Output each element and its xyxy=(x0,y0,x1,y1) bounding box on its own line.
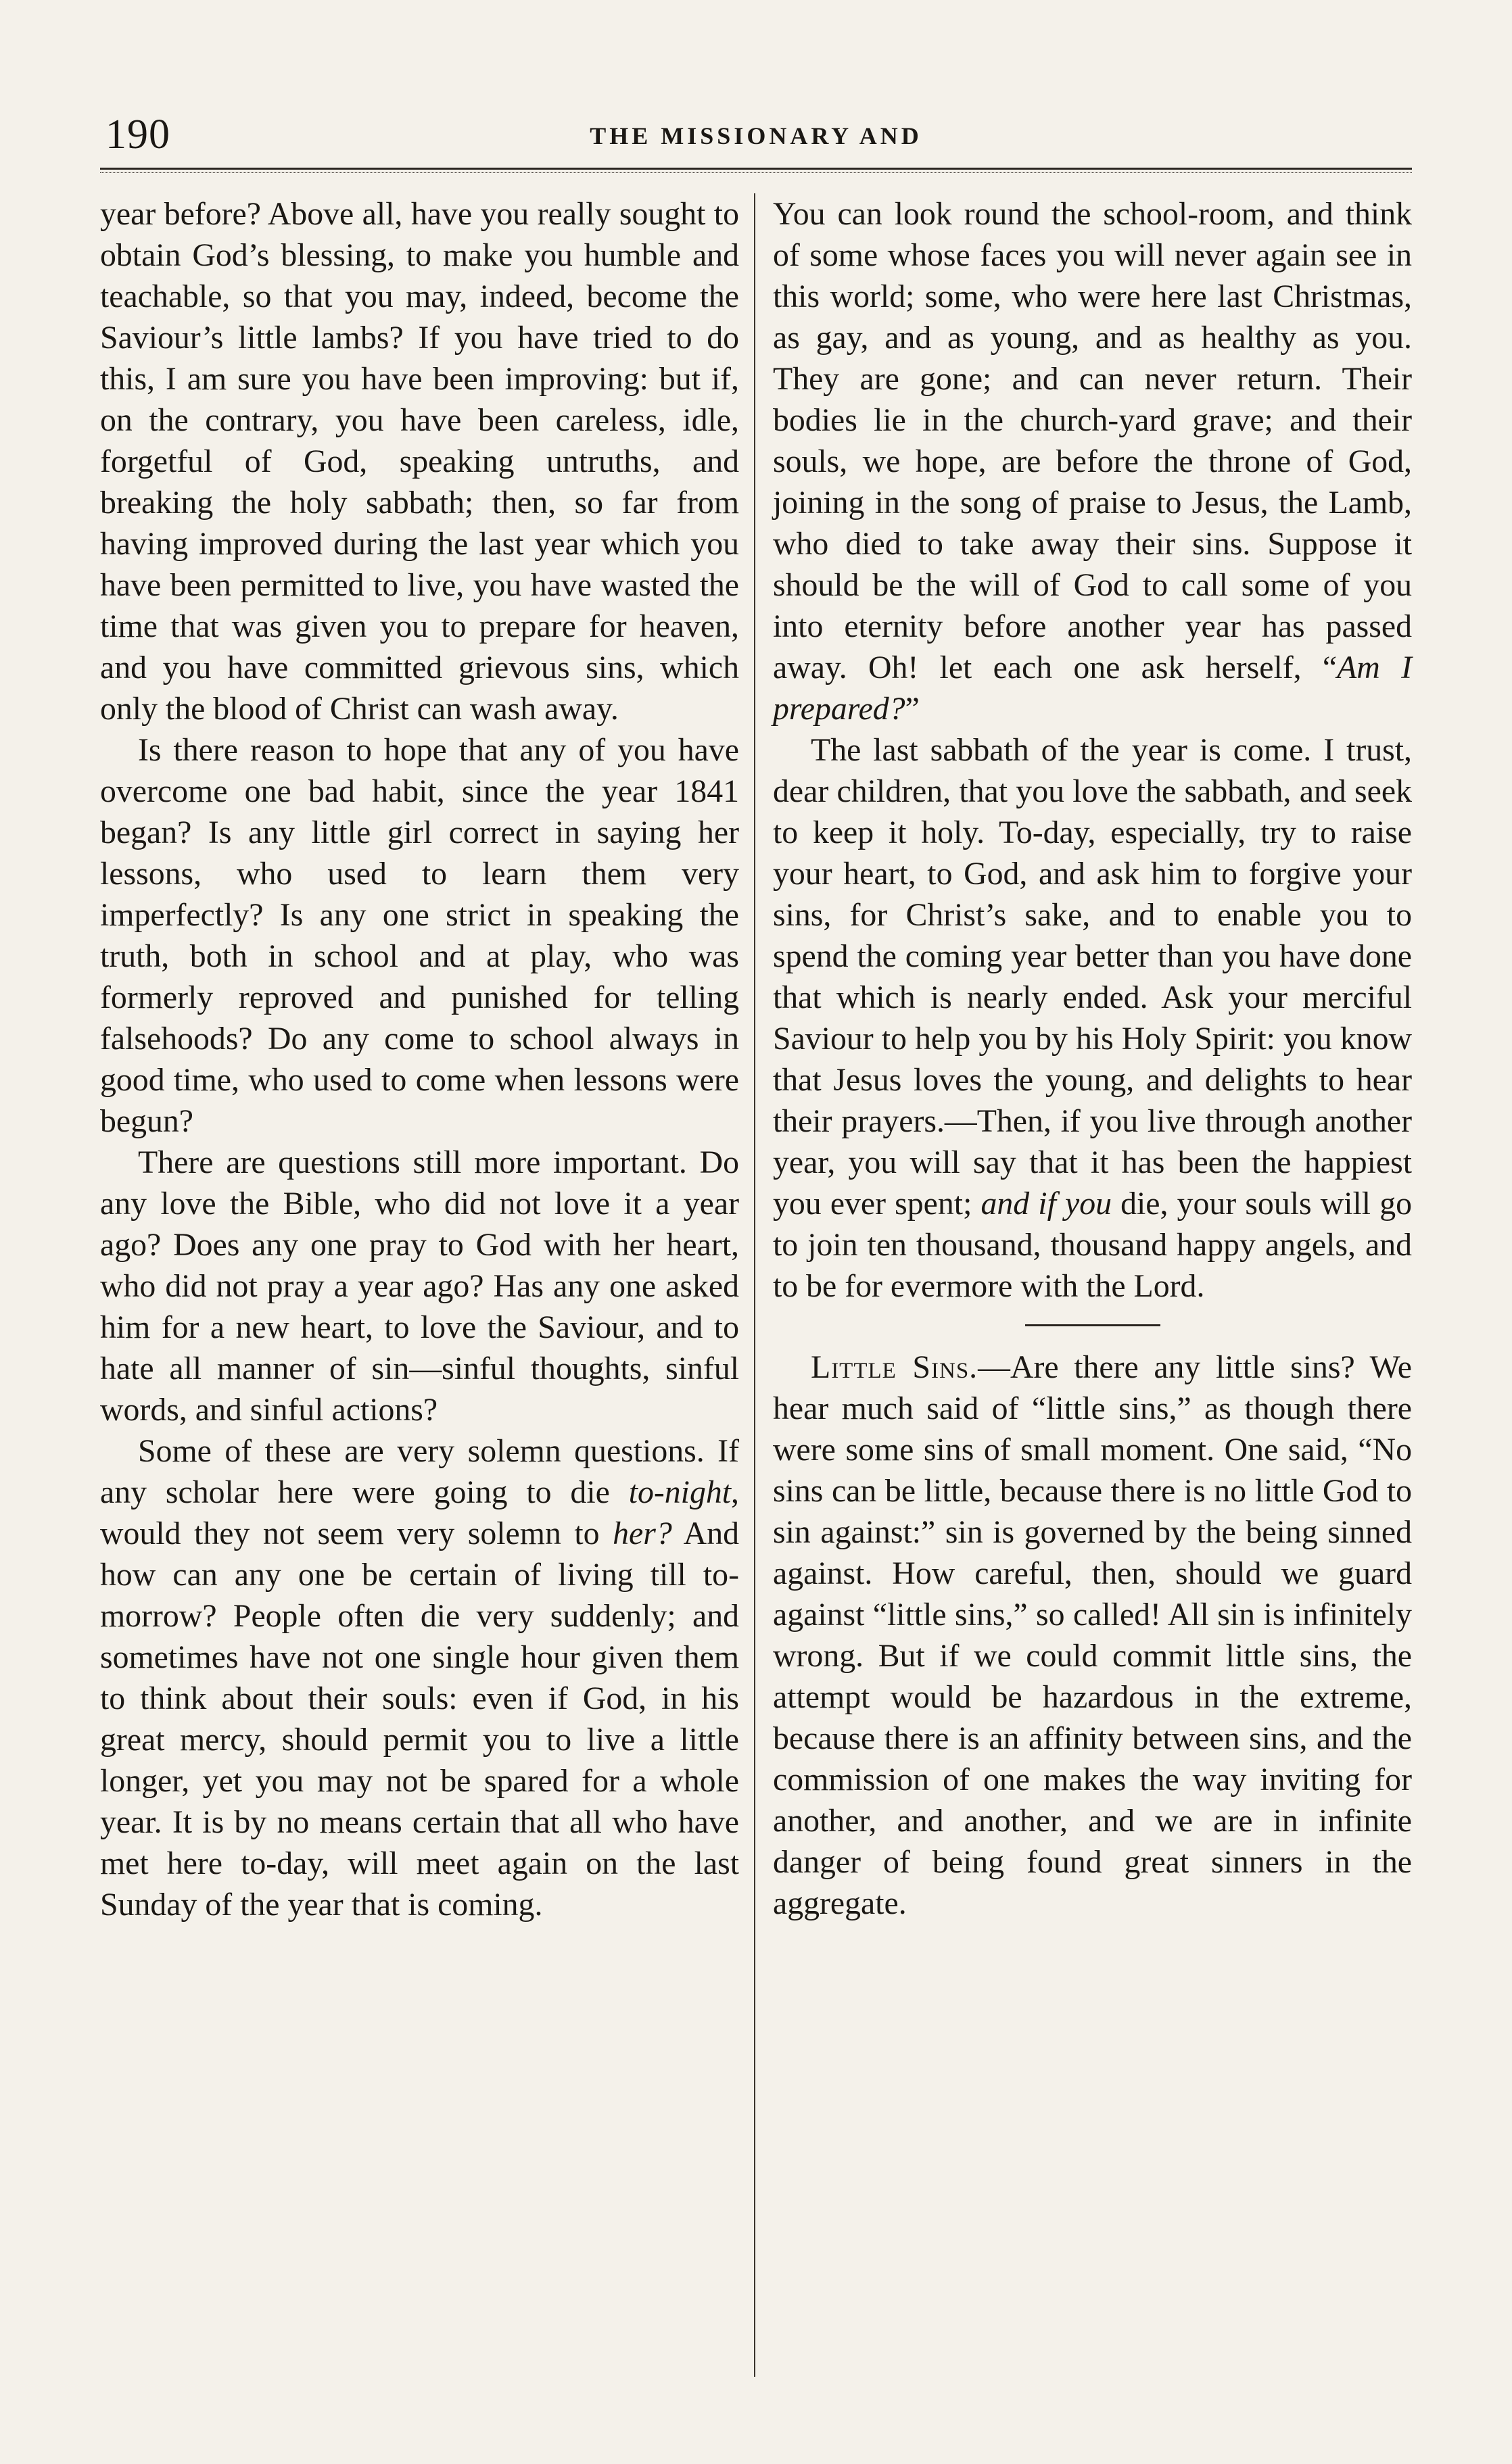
book-page xyxy=(100,112,1412,2371)
right-p1-emphasis: Am I prepared? xyxy=(773,650,1412,727)
left-p4-text-b: , would they not seem very solemn to xyxy=(100,1474,739,1551)
right-column xyxy=(773,193,1412,1924)
little-sins-text: —Are there any little sins? We hear much said of “little sins,” as though there were some sins of small moment. One said, “No sins can be little, because there is no little God to sin against:” sin is governed by the being sinned against. How careful, then, should we guard against “little sins,” so called! All sin is infinitely wrong. But if we could commit little sins, the attempt would be hazardous in the extreme, because there is an affinity between sins, and the commission of one makes the way inviting for another, and another, and we are in infinite danger of being found great sinners in the aggregate. xyxy=(773,1349,1412,1921)
right-p1-text-b: ” xyxy=(905,691,920,727)
right-p2-emphasis: and if you xyxy=(981,1186,1112,1222)
right-p2-text-b: die, your souls will go to join ten thousand, thousand happy angels, and to be for evermore with the Lord. xyxy=(773,1186,1412,1304)
running-head: THE MISSIONARY AND xyxy=(590,122,922,149)
left-p4-text-c: And how can any one be certain of living till to-morrow? People often die very suddenly; and sometimes have not one single hour given them to think about their souls: even if God, in his great mercy, should permit you to live a little longer, yet you may not be spared for a whole year. It is by no means certain that all who have met here to-day, will meet again on the last Sunday of the year that is coming. xyxy=(100,1516,739,1923)
section-divider xyxy=(1025,1324,1160,1326)
left-paragraph-3: There are questions still more important. Do any love the Bible, who did not love it a year ago? Does any one pray to God with her heart, who did not pray a year ago? Has any one asked him for a new heart, to love the Saviour, and to hate all manner of sin—sinful thoughts, sinful words, and sinful actions? xyxy=(100,1144,739,1428)
left-column xyxy=(100,193,739,1925)
left-paragraph-2: Is there reason to hope that any of you have overcome one bad habit, since the year 1841 began? Is any little girl correct in saying her lessons, who used to learn them very imperfectly? Is any one strict in speaking the truth, both in school and at play, who was formerly reproved and punished for telling falsehoods? Do any come to school always in good time, who used to come when lessons were begun? xyxy=(100,732,739,1139)
column-rule xyxy=(754,193,755,2377)
little-sins-paragraph xyxy=(773,1347,1412,1924)
page-header xyxy=(100,112,1412,170)
right-p2-text-a: The last sabbath of the year is come. I trust, dear children, that you love the sabbath, and seek to keep it holy. To-day, especially, try to raise your heart, to God, and ask him to forgive your sins, for Christ’s sake, and to enable you to spend the coming year better than you have done that which is nearly ended. Ask your merciful Saviour to help you by his Holy Spirit: you know that Jesus loves the young, and delights to hear their prayers.—Then, if you live through another year, you will say that it has been the happiest you ever spent; xyxy=(773,732,1412,1222)
right-p1-text-a: You can look round the school-room, and think of some whose faces you will never again see in this world; some, who were here last Christmas, as gay, and as young, and as healthy as you. They are gone; and can never return. Their bodies lie in the church-yard grave; and their souls, we hope, are before the throne of God, joining in the song of praise to Jesus, the Lamb, who died to take away their sins. Suppose it should be the will of God to call some of you into eternity before another year has passed away. Oh! let each one ask herself, “ xyxy=(773,196,1412,685)
left-p4-text-a: Some of these are very solemn questions. If any scholar here were going to die xyxy=(100,1433,739,1510)
page-number: 190 xyxy=(105,112,170,158)
left-p4-emphasis-2: her? xyxy=(613,1516,672,1551)
right-paragraph-1 xyxy=(773,193,1412,729)
left-paragraph-4 xyxy=(100,1430,739,1925)
left-paragraph-1: year before? Above all, have you really sought to obtain God’s blessing, to make you humble and teachable, so that you may, indeed, become the Saviour’s little lambs? If you have tried to do this, I am sure you have been improving: but if, on the contrary, you have been careless, idle, forgetful of God, speaking untruths, and breaking the holy sabbath; then, so far from having improved during the last year which you have been permitted to live, you have wasted the time that was given you to prepare for heaven, and you have committed grievous sins, which only the blood of Christ can wash away. xyxy=(100,196,739,727)
right-paragraph-2 xyxy=(773,729,1412,1307)
little-sins-heading: Little Sins. xyxy=(811,1349,978,1385)
left-p4-emphasis-1: to-night xyxy=(628,1474,732,1510)
